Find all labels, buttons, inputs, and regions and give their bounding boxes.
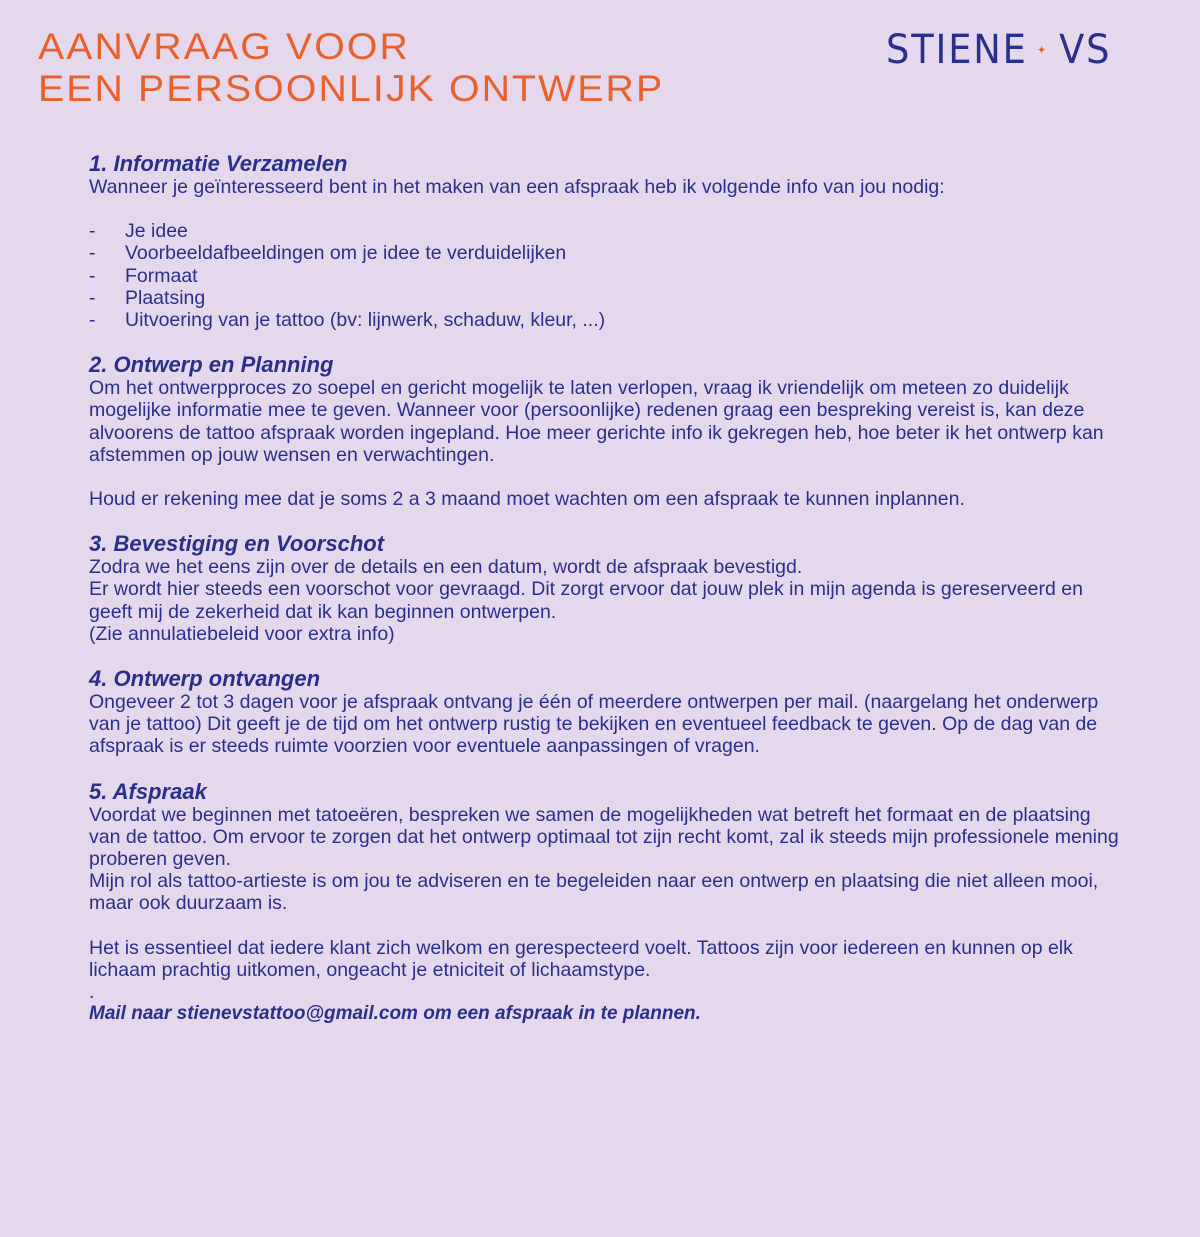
page-title-line-1: AANVRAAG VOOR [38, 26, 410, 67]
section-dot: . [89, 981, 95, 1004]
list-item: - Voorbeeldafbeeldingen om je idee te verduidelijken [89, 242, 1119, 264]
section-heading: 2. Ontwerp en Planning [89, 352, 334, 378]
list-item: - Je idee [89, 220, 1119, 242]
section-paragraph: Om het ontwerpproces zo soepel en gericht mogelijk te laten verlopen, vraag ik vriendelijk om meteen zo duidelijk mogelijke informatie mee te geven. Wanneer voor (persoonlijke) redenen graag een bespreking vereist is, kan deze alvoorens de tattoo afspraak worden ingepland. Hoe meer gerichte info ik gekregen heb, hoe beter ik het ontwerp kan afstemmen op jouw wensen en verwachtingen. [89, 377, 1104, 466]
section-paragraph: Er wordt hier steeds een voorschot voor gevraagd. Dit zorgt ervoor dat jouw plek in mijn agenda is gereserveerd en geeft mij de zekerheid dat ik kan beginnen ontwerpen. [89, 578, 1083, 623]
logo-name: STIENE [886, 27, 1028, 73]
section-heading: 1. Informatie Verzamelen [89, 151, 348, 176]
brand-logo [886, 28, 1111, 72]
section-informatie [89, 152, 1119, 331]
section-ontwerp-ontvangen [89, 667, 1119, 758]
list-item: - Uitvoering van je tattoo (bv: lijnwerk, schaduw, kleur, ...) [89, 309, 1119, 331]
document-body [89, 152, 1119, 1025]
contact-mail-line: Mail naar stienevstattoo@gmail.com om een afspraak in te plannen. [89, 1003, 701, 1025]
section-bevestiging [89, 532, 1119, 645]
section-paragraph: Zodra we het eens zijn over de details en een datum, wordt de afspraak bevestigd. [89, 556, 803, 579]
page-title-line-2: EEN PERSOONLIJK ONTWERP [38, 68, 665, 109]
section-heading: 4. Ontwerp ontvangen [89, 666, 321, 692]
section-intro: Wanneer je geïnteresseerd bent in het maken van een afspraak heb ik volgende info van jou nodig: [89, 176, 945, 198]
section-paragraph: Ongeveer 2 tot 3 dagen voor je afspraak ontvang je één of meerdere ontwerpen per mail. (naargelang het onderwerp van je tattoo) Dit geeft je de tijd om het ontwerp rustig te bekijken en eventueel feedback te geven. Op de dag van de afspraak is er steeds ruimte voorzien voor eventuele aanpassingen of vragen. [89, 691, 1099, 758]
list-item: - Formaat [89, 265, 1119, 287]
section-paragraph: Voordat we beginnen met tatoeëren, bespreken we samen de mogelijkheden wat betreft het formaat en de plaatsing van de tattoo. Om ervoor te zorgen dat het ontwerp optimaal tot zijn recht komt, zal ik steeds mijn professionele mening proberen geven. [89, 803, 1119, 871]
page-title [38, 26, 664, 110]
sparkle-icon: ✦ [1036, 43, 1049, 57]
section-paragraph: Mijn rol als tattoo-artieste is om jou te adviseren en te begeleiden naar een ontwerp en plaatsing die niet alleen mooi, maar ook duurzaam is. [89, 870, 1099, 915]
section-paragraph: Het is essentieel dat iedere klant zich welkom en gerespecteerd voelt. Tattoos zijn voor iedereen en kunnen op elk lichaam prachtig uitkomen, ongeacht je etniciteit of lichaamstype. [89, 936, 1073, 981]
section-ontwerp-planning [89, 353, 1119, 510]
section-paragraph: (Zie annulatiebeleid voor extra info) [89, 622, 395, 645]
logo-initials: VS [1059, 27, 1112, 73]
section-afspraak [89, 780, 1119, 1004]
list-item: - Plaatsing [89, 287, 1119, 309]
section-paragraph: Houd er rekening mee dat je soms 2 a 3 maand moet wachten om een afspraak te kunnen inplannen. [89, 488, 965, 511]
section-heading: 3. Bevestiging en Voorschot [89, 531, 385, 557]
info-list [89, 220, 1119, 331]
section-heading: 5. Afspraak [89, 778, 207, 804]
